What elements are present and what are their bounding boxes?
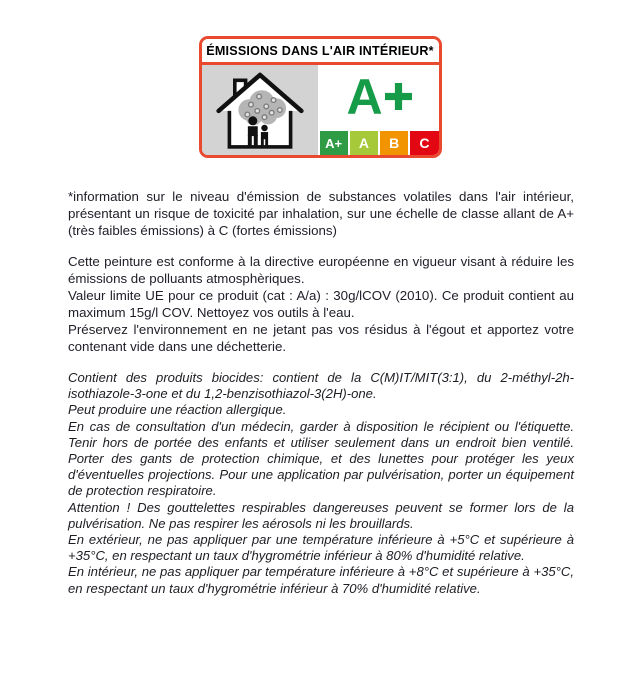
indoor-air-emissions-label [199, 36, 442, 158]
grade-letter: A [346, 69, 381, 125]
rating-panel [320, 65, 439, 155]
label-title: ÉMISSIONS DANS L'AIR INTÉRIEUR* [202, 39, 439, 65]
scale-cell-b: B [380, 131, 408, 155]
label-body [202, 65, 439, 155]
compliance-paragraphs [68, 253, 574, 355]
precautions-line: En cas de consultation d'un médecin, garder à disposition le récipient ou l'étiquette. Tenir hors de portée des enfants et utiliser seulement dans un endroit bien ventilé. Porter des gants de protection chimique, et des lunettes pour protéger les yeux d'éventuelles projections. Pour une application par pulvérisation, porter un équipement de protection respiratoire. [68, 418, 574, 499]
house-panel [202, 65, 320, 155]
voc-limit-line: Valeur limite UE pour ce produit (cat : A/a) : 30g/lCOV (2010). Ce produit contient au maximum 15g/l COV. Nettoyez vos outils à l'eau. [68, 288, 574, 320]
environment-line: Préservez l'environnement en ne jetant pas vos résidus à l'égout et apportez votre contenant vide dans une déchetterie. [68, 322, 574, 354]
scale-cell-a-plus: A+ [320, 131, 348, 155]
grade-value [320, 65, 439, 129]
scale-cell-a: A [350, 131, 378, 155]
exterior-conditions-line: En extérieur, ne pas appliquer par une température inférieure à +5°C et supérieure à +35°C, en respectant un taux d'hygrométrie inférieur à 80% d'humidité relative. [68, 532, 574, 564]
compliance-line: Cette peinture est conforme à la directive européenne en vigueur visant à réduire les émissions de polluants atmosphèriques. [68, 254, 574, 286]
house-with-emissions-cloud-and-people-icon [206, 68, 314, 152]
plus-icon [385, 83, 412, 110]
scale-cell-c: C [410, 131, 438, 155]
regulatory-text [68, 188, 574, 597]
attention-line: Attention ! Des gouttelettes respirables dangereuses peuvent se former lors de la pulvérisation. Ne pas respirer les aérosols ni les brouillards. [68, 499, 574, 531]
safety-paragraphs [68, 370, 574, 597]
interior-conditions-line: En intérieur, ne pas appliquer par température inférieure à +8°C et supérieure à +35°C, en respectant un taux d'hygrométrie inférieur à 70% d'humidité relative. [68, 564, 574, 596]
footnote-paragraph: *information sur le niveau d'émission de substances volatiles dans l'air intérieur, présentant un risque de toxicité par inhalation, sur une échelle de classe allant de A+ (très faibles émissions) à C (fortes émissions) [68, 189, 574, 238]
biocides-line: Contient des produits biocides: contient de la C(M)IT/MIT(3:1), du 2-méthyl-2h-isothiazole-3-one et du 1,2-benzisothiazol-3(2H)-one. [68, 370, 574, 402]
allergy-line: Peut produire une réaction allergique. [68, 402, 287, 418]
emission-scale [320, 129, 439, 155]
